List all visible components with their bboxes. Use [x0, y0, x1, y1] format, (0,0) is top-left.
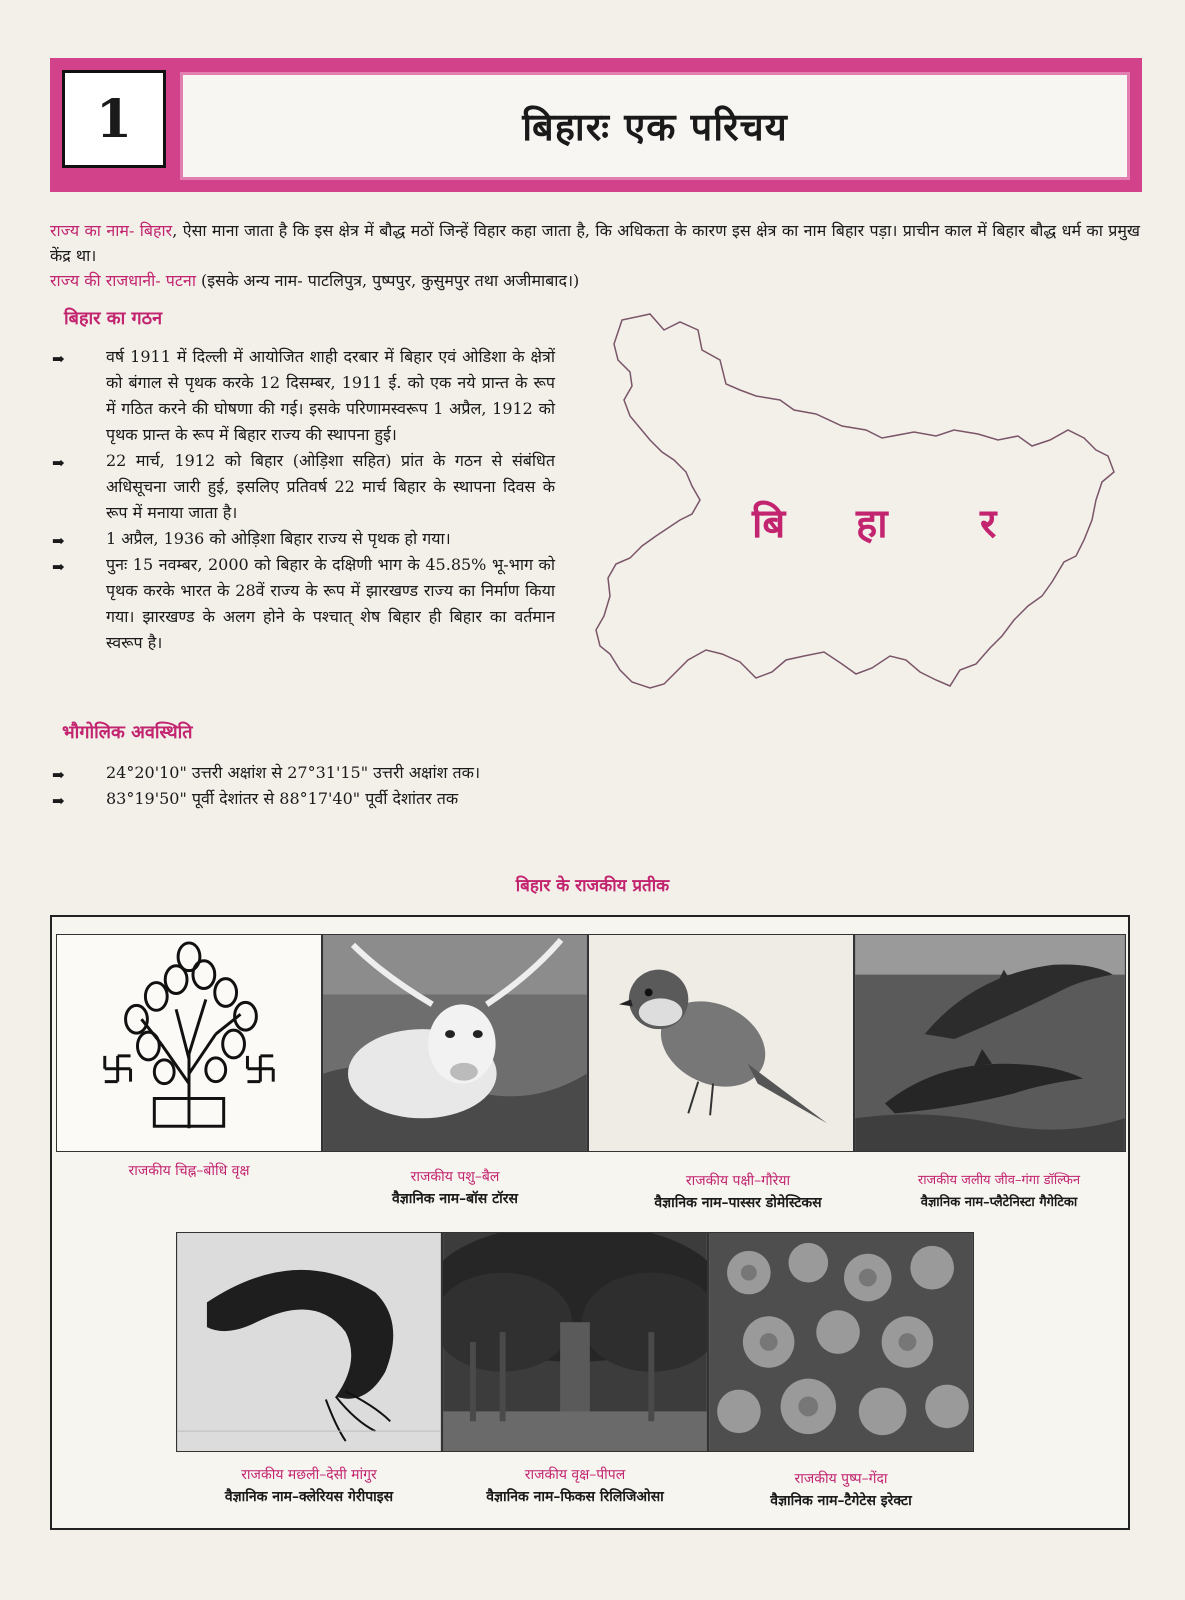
- capital-para: [50, 268, 1140, 293]
- bodhi-tree-emblem-image: [56, 934, 322, 1152]
- marigold-icon: [709, 1233, 973, 1451]
- symbol-title: राजकीय पक्षी–गौरेया: [685, 1173, 791, 1189]
- arrow-bullet-icon: ➡: [52, 532, 65, 550]
- list-item: ➡ 22 मार्च, 1912 को बिहार (ओड़िशा सहित) प्रांत के गठन से संबंधित अधिसूचना जारी हुई, इसलिए प्रतिवर्ष 22 मार्च बिहार के स्थापना दिवस के रूप में मनाया जाता है।: [52, 451, 555, 522]
- peepal-tree-image: [442, 1232, 708, 1452]
- symbol-title: राजकीय चिह्न–बोधि वृक्ष: [128, 1163, 250, 1179]
- symbol-scientific-name: वैज्ञानिक नाम–फिकस रिलिजिओसा: [486, 1489, 664, 1505]
- map-letter: र: [980, 500, 997, 547]
- symbol-caption: [868, 1170, 1130, 1214]
- list-item: ➡ पुनः 15 नवम्बर, 2000 को बिहार के दक्षिणी भाग के 45.85% भू-भाग को पृथक करके भारत के 28वें राज्य के रूप में झारखण्ड राज्य का निर्माण किया गया। झारखण्ड के अलग होने के पश्चात् शेष बिहार ही बिहार का वर्तमान स्वरूप है।: [52, 555, 555, 652]
- map-letter: हा: [856, 500, 888, 547]
- symbol-scientific-name: वैज्ञानिक नाम–बॉस टॉरस: [391, 1191, 518, 1207]
- symbol-title: राजकीय मछली–देसी मांगुर: [241, 1467, 377, 1483]
- symbol-caption: [176, 1464, 442, 1508]
- dolphin-icon: [855, 935, 1125, 1151]
- arrow-bullet-icon: ➡: [52, 792, 65, 810]
- symbol-scientific-name: वैज्ञानिक नाम–टैगेटेस इरेक्टा: [770, 1493, 912, 1509]
- catfish-image: [176, 1232, 442, 1452]
- formation-list: [50, 344, 555, 656]
- map-letter: बि: [752, 500, 786, 547]
- state-name-label: राज्य का नाम- बिहार: [50, 221, 173, 240]
- dolphin-image: [854, 934, 1126, 1152]
- intro-block: [50, 218, 1140, 293]
- symbol-title: राजकीय जलीय जीव–गंगा डॉल्फिन: [917, 1173, 1081, 1188]
- arrow-bullet-icon: ➡: [52, 350, 65, 368]
- list-item: ➡ 83°19'50" पूर्वी देशांतर से 88°17'40" पूर्वी देशांतर तक: [50, 786, 590, 812]
- bodhi-tree-emblem-icon: [57, 935, 321, 1151]
- symbols-heading: बिहार के राजकीय प्रतीक: [515, 876, 670, 896]
- symbol-title: राजकीय पशु–बैल: [410, 1169, 500, 1185]
- map-outline: [596, 314, 1114, 688]
- list-item: ➡ 1 अप्रैल, 1936 को ओड़िशा बिहार राज्य से पृथक हो गया।: [50, 526, 555, 552]
- arrow-bullet-icon: ➡: [52, 766, 65, 784]
- bull-icon: [323, 935, 587, 1151]
- list-item: ➡ वर्ष 1911 में दिल्ली में आयोजित शाही दरबार में बिहार एवं ओडिशा के क्षेत्रों को बंगाल से पृथक करके 12 दिसम्बर, 1911 ई. को एक नये प्रान्त के रूप में गठित करने की घोषणा की गई। इसके परिणामस्वरूप 1 अप्रैल, 1912 को पृथक प्रान्त के रूप में बिहार राज्य की स्थापना हुई।: [52, 347, 555, 444]
- chapter-title: बिहारः एक परिचय: [180, 72, 1130, 180]
- arrow-bullet-icon: ➡: [52, 454, 65, 472]
- symbol-scientific-name: वैज्ञानिक नाम–क्लेरियस गेरीपाइस: [224, 1489, 394, 1505]
- symbol-title: राजकीय वृक्ष–पीपल: [524, 1467, 626, 1483]
- marigold-image: [708, 1232, 974, 1452]
- geography-heading: भौगोलिक अवस्थिति: [62, 722, 193, 743]
- sparrow-icon: [589, 935, 853, 1151]
- peepal-tree-icon: [443, 1233, 707, 1451]
- list-item: ➡ 24°20'10" उत्तरी अक्षांश से 27°31'15" उत्तरी अक्षांश तक।: [50, 760, 590, 786]
- bull-image: [322, 934, 588, 1152]
- symbol-caption: [56, 1160, 322, 1182]
- formation-heading: बिहार का गठन: [64, 308, 163, 329]
- symbol-scientific-name: वैज्ञानिक नाम–पास्सर डोमेस्टिकस: [654, 1195, 822, 1211]
- symbol-caption: [442, 1464, 708, 1508]
- state-name-text: , ऐसा माना जाता है कि इस क्षेत्र में बौद्ध मठों जिन्हें विहार कहा जाता है, कि अधिकता के कारण इस क्षेत्र का नाम बिहार पड़ा। प्राचीन काल में बिहार बौद्ध धर्म का प्रमुख केंद्र था।: [50, 221, 1141, 265]
- symbol-title: राजकीय पुष्प–गेंदा: [794, 1471, 888, 1487]
- sparrow-image: [588, 934, 854, 1152]
- symbol-scientific-name: वैज्ञानिक नाम–प्लैटेनिस्टा गैगेटिका: [920, 1195, 1078, 1210]
- geography-list: [50, 760, 590, 812]
- state-name-para: [50, 218, 1140, 268]
- symbol-caption: [322, 1166, 588, 1210]
- arrow-bullet-icon: ➡: [52, 558, 65, 576]
- symbol-caption: [588, 1170, 888, 1214]
- capital-label: राज्य की राजधानी- पटना: [50, 271, 196, 290]
- chapter-number: 1: [62, 70, 166, 168]
- capital-text: (इसके अन्य नाम- पाटलिपुत्र, पुष्पपुर, कुसुमपुर तथा अजीमाबाद।): [195, 271, 580, 290]
- symbol-caption: [708, 1468, 974, 1512]
- catfish-icon: [177, 1233, 441, 1451]
